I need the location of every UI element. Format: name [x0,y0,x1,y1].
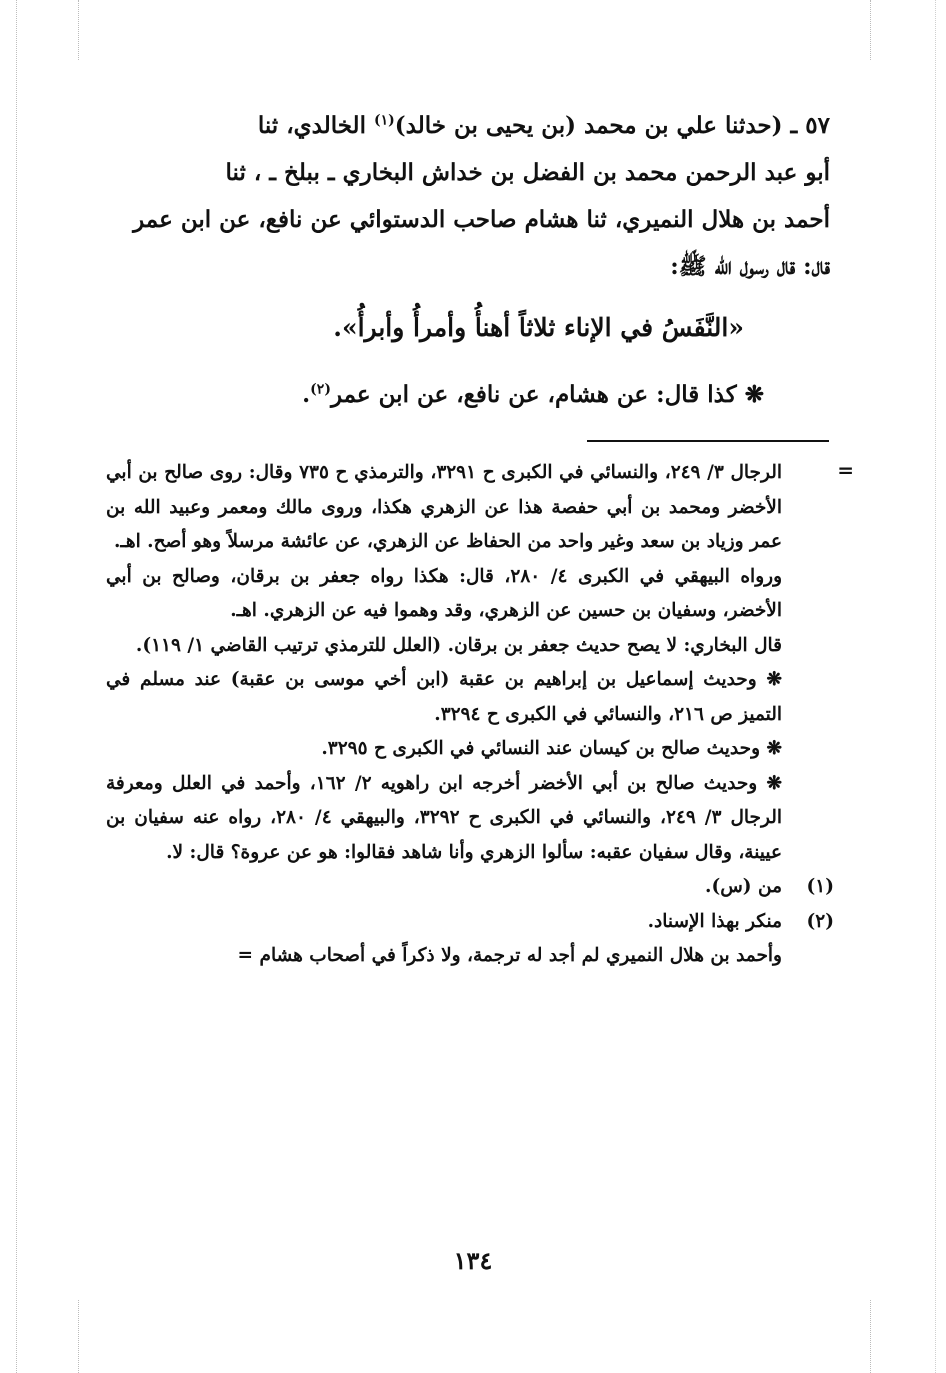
footnote-text: وحديث صالح بن أبي الأخضر أخرجه ابن راهويه ٢/ ١٦٢، وأحمد في العلل ومعرفة الرجال ٣/ ٢٤٩، والنسائي في الكبرى ح ٣٢٩٢، والبيهقي ٤/ ٢٨٠، رواه عنه سفيان بن عيينة، وقال سفيان عقبه: سألوا الزهري وأنا شاهد فقالوا: هو عن عروة؟ قال: لا. [106,772,782,863]
crop-mark [78,1300,79,1373]
isnad-text: ٥٧ ـ (حدثنا علي بن محمد (بن يحيى بن خالد) [394,112,830,139]
footnote-2 [106,905,834,940]
crop-mark [870,1300,871,1373]
footnote-continued: الرجال ٣/ ٢٤٩، والنسائي في الكبرى ح ٣٢٩١، والترمذي ح ٧٣٥ وقال: روى صالح بن أبي الأخضر ومحمد بن أبي حفصة هذا عن الزهري هكذا، وروى مالك ومعمر وعبيد الله بن عمر وزياد بن سعد وغير واحد من الحفاظ عن الزهري، عن عائشة مرسلاً وهو أصح. اهـ. [106,462,782,552]
footnote-text: وحديث إسماعيل بن إبراهيم بن عقبة (ابن أخي موسى بن عقبة) عند مسلم في التميز ص ٢١٦، والنسائي في الكبرى ح ٣٢٩٤. [106,669,782,725]
isnad-line: أبو عبد الرحمن محمد بن الفضل بن خداش البخاري ـ ببلخ ـ ، ثنا [225,159,830,186]
footnote-number: (١) [806,876,834,897]
footnote-akhdar [106,767,834,871]
footnote-1 [106,870,834,905]
hadith-57-isnad [118,102,830,290]
scan-edge-left [16,0,17,1373]
footnotes-section [106,456,834,974]
hadith-matn: «النَّفَسُ في الإناء ثلاثاً أهنأُ وأمرأُ وأبرأُ». [333,313,744,342]
footnote-separator [587,440,829,442]
footnote-bayhaqi: ورواه البيهقي في الكبرى ٤/ ٢٨٠، قال: هكذا رواه جعفر بن برقان، وصالح بن أبي الأخضر، وسفيان بن حسين عن الزهري، وقد وهموا فيه عن الزهري. اهـ. [106,565,782,621]
footnote-number: (٢) [806,910,834,932]
comment-text: كذا قال: عن هشام، عن نافع، عن ابن عمر [330,381,745,408]
asterisk-icon: ❋ [744,381,764,408]
footnote-text: وحديث صالح بن كيسان عند النسائي في الكبرى ح ٣٢٩٥. [321,738,761,759]
asterisk-icon: ❋ [766,772,782,794]
footnote-2-continued: وأحمد بن هلال النميري لم أجد له ترجمة، ولا ذكراً في أصحاب هشام = [237,945,782,966]
asterisk-icon: ❋ [766,669,782,690]
footnote-ismail [106,663,834,732]
isnad-text: الخالدي، ثنا [257,112,374,139]
comment-end: . [302,381,311,408]
footnote-ref-2[interactable]: (٢) [310,381,331,398]
isnad-line: أحمد بن هلال النميري، ثنا هشام صاحب الدستوائي عن نافع، عن ابن عمر [133,206,830,233]
crop-mark [78,0,79,60]
isnad-line: قال: قال رسول الله ﷺ: [670,253,830,280]
footnote-text: من (س). [705,876,782,897]
footnote-kaysan [106,732,834,767]
continuation-mark: = [837,458,854,482]
page-number: ١٣٤ [453,1246,493,1275]
footnote-ref-1[interactable]: (١) [373,112,395,129]
isnad-line [118,102,830,149]
crop-mark [870,0,871,60]
footnote-text: منكر بهذا الإسناد. [647,910,782,932]
asterisk-icon: ❋ [766,738,782,759]
footnote-bukhari: قال البخاري: لا يصح حديث جعفر بن برقان. (العلل للترمذي ترتيب القاضي ١/ ١١٩). [135,634,782,656]
author-comment [204,375,764,415]
scan-edge-right [935,0,936,1373]
